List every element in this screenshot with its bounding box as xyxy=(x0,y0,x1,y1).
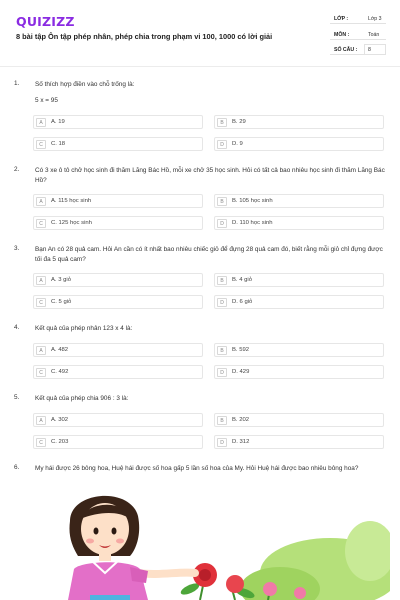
q2-option-b[interactable] xyxy=(214,194,384,208)
option-label: C. 203 xyxy=(51,439,69,445)
option-letter: C xyxy=(36,368,46,377)
q4-option-d[interactable] xyxy=(214,365,384,379)
meta-subject xyxy=(330,29,386,40)
option-letter: D xyxy=(217,219,227,228)
meta-count-label: SỐ CÂU : xyxy=(334,47,358,53)
q3-option-d[interactable] xyxy=(214,295,384,309)
option-label: B. 202 xyxy=(232,417,250,423)
q2-option-d[interactable] xyxy=(214,216,384,230)
option-letter: A xyxy=(36,416,46,425)
option-letter: B xyxy=(217,197,227,206)
option-label: A. 19 xyxy=(51,119,65,125)
q5-option-c[interactable] xyxy=(33,435,203,449)
worksheet-header xyxy=(0,0,400,66)
option-label: A. 3 giỏ xyxy=(51,277,71,283)
option-label: A. 302 xyxy=(51,417,69,423)
q4-option-b[interactable] xyxy=(214,343,384,357)
q2-option-a[interactable] xyxy=(33,194,203,208)
q4-option-a[interactable] xyxy=(33,343,203,357)
q1-option-d[interactable] xyxy=(214,137,384,151)
quizizz-logo[interactable]: QUIZIZZ xyxy=(16,14,75,29)
option-label: C. 18 xyxy=(51,141,66,147)
option-letter: D xyxy=(217,298,227,307)
illustration-svg xyxy=(30,481,390,600)
option-label: D. 110 học sinh xyxy=(232,220,273,226)
question-text: Số thích hợp điền vào chỗ trống là: xyxy=(35,81,135,88)
question-equation: 5 x = 95 xyxy=(35,97,58,104)
girl-eye xyxy=(94,528,99,535)
meta-count-value: 8 xyxy=(368,47,371,53)
girl-neck xyxy=(99,553,111,561)
q1-option-a[interactable] xyxy=(33,115,203,129)
girl-picking-flowers-illustration xyxy=(30,481,390,600)
option-label: C. 125 học sinh xyxy=(51,220,92,226)
meta-subject-value: Toán xyxy=(368,32,380,38)
option-letter: C xyxy=(36,219,46,228)
header-divider xyxy=(0,66,400,67)
option-letter: D xyxy=(217,438,227,447)
girl-cheek xyxy=(86,539,94,544)
option-letter: A xyxy=(36,197,46,206)
question-number: 5. xyxy=(14,394,20,401)
girl-sleeve xyxy=(130,567,148,583)
q1-option-c[interactable] xyxy=(33,137,203,151)
option-letter: A xyxy=(36,346,46,355)
rose-flower xyxy=(226,575,244,593)
option-label: B. 105 học sinh xyxy=(232,198,273,204)
option-letter: C xyxy=(36,298,46,307)
q3-option-c[interactable] xyxy=(33,295,203,309)
q1-option-b[interactable] xyxy=(214,115,384,129)
question-number: 6. xyxy=(14,464,20,471)
girl-cheek xyxy=(116,539,124,544)
option-label: D. 6 giỏ xyxy=(232,299,253,305)
option-letter: B xyxy=(217,416,227,425)
question-text: Có 3 xe ô tô chở học sinh đi thăm Lăng Bác Hồ, mỗi xe chở 35 học sinh. Hỏi có tất cả bao nhiêu học sinh đi thăm Lăng Bác Hồ? xyxy=(35,167,385,184)
option-letter: A xyxy=(36,118,46,127)
option-label: B. 592 xyxy=(232,347,250,353)
q5-option-d[interactable] xyxy=(214,435,384,449)
q2-option-c[interactable] xyxy=(33,216,203,230)
option-label: D. 429 xyxy=(232,369,250,375)
question-number: 2. xyxy=(14,166,20,173)
rose-flower xyxy=(294,587,306,599)
question-text: Kết quả của phép chia 906 : 3 là: xyxy=(35,395,129,402)
rose-center xyxy=(199,569,211,581)
option-letter: D xyxy=(217,368,227,377)
option-label: D. 312 xyxy=(232,439,250,445)
option-label: B. 4 giỏ xyxy=(232,277,252,283)
q5-option-b[interactable] xyxy=(214,413,384,427)
girl-eye xyxy=(112,528,117,535)
option-letter: B xyxy=(217,118,227,127)
question-text: Bạn An có 28 quả cam. Hỏi An cần có ít nhất bao nhiêu chiếc giỏ để đựng 28 quả cam đó, biết rằng mỗi giỏ chỉ đựng được tối đa 5 quả cam? xyxy=(35,246,383,263)
option-label: C. 5 giỏ xyxy=(51,299,72,305)
question-number: 3. xyxy=(14,245,20,252)
option-letter: B xyxy=(217,276,227,285)
option-letter: A xyxy=(36,276,46,285)
meta-grade-label: LỚP : xyxy=(334,16,349,22)
q3-option-b[interactable] xyxy=(214,273,384,287)
meta-subject-label: MÔN : xyxy=(334,32,350,38)
option-letter: B xyxy=(217,346,227,355)
question-text: Kết quả của phép nhân 123 x 4 là: xyxy=(35,325,133,332)
rose-flower xyxy=(263,582,277,596)
option-label: A. 482 xyxy=(51,347,69,353)
option-letter: C xyxy=(36,140,46,149)
meta-grade-value: Lớp 3 xyxy=(368,16,382,22)
option-label: C. 492 xyxy=(51,369,69,375)
q4-option-c[interactable] xyxy=(33,365,203,379)
option-label: B. 29 xyxy=(232,119,246,125)
q3-option-a[interactable] xyxy=(33,273,203,287)
meta-question-count xyxy=(330,44,386,55)
option-letter: D xyxy=(217,140,227,149)
question-number: 4. xyxy=(14,324,20,331)
document-title: 8 bài tập Ôn tập phép nhân, phép chia trong phạm vi 100, 1000 có lời giải xyxy=(16,32,273,41)
question-text: My hái được 26 bông hoa, Huệ hái được số hoa gấp 5 lần số hoa của My. Hỏi Huệ hái được bao nhiêu bông hoa? xyxy=(35,465,359,472)
question-number: 1. xyxy=(14,80,20,87)
option-label: A. 115 học sinh xyxy=(51,198,92,204)
option-label: D. 9 xyxy=(232,141,243,147)
girl-skirt xyxy=(90,595,130,600)
option-letter: C xyxy=(36,438,46,447)
q5-option-a[interactable] xyxy=(33,413,203,427)
meta-grade xyxy=(330,13,386,24)
